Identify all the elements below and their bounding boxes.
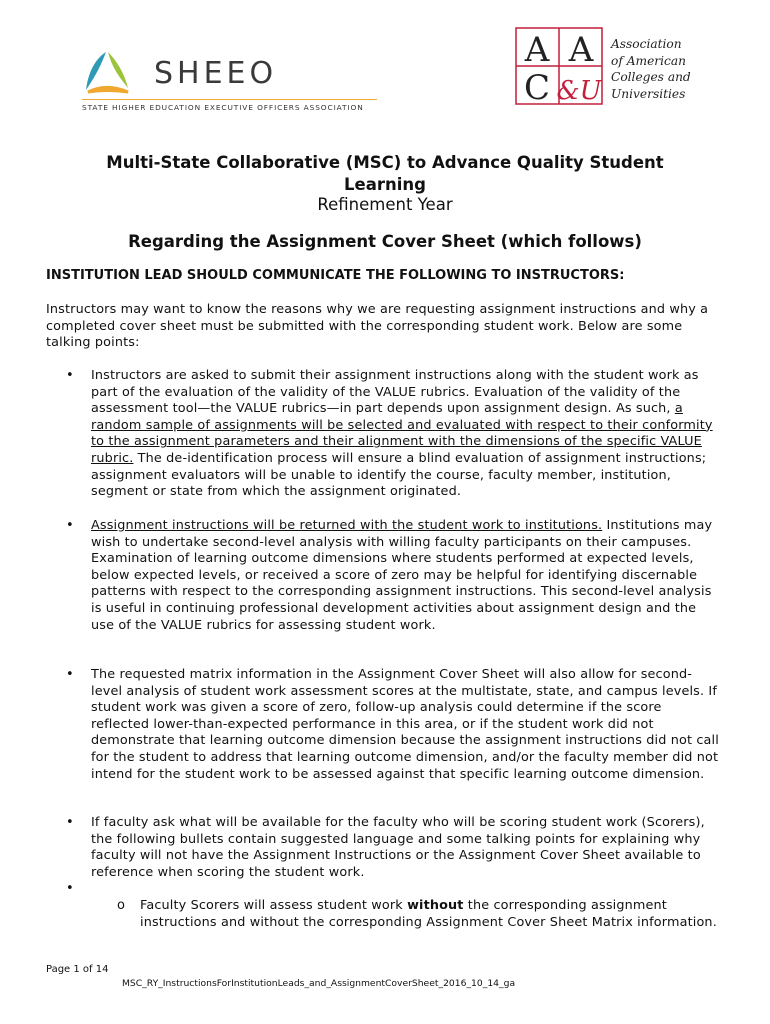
aacu-letter-c: C <box>523 68 551 105</box>
aacu-line: Universities <box>611 86 686 101</box>
section-heading: Regarding the Assignment Cover Sheet (which follows) <box>128 232 642 251</box>
aacu-line: of American <box>611 53 686 68</box>
document-title <box>60 152 710 196</box>
aacu-letter-u: &U <box>556 76 602 105</box>
aacu-letter-a1: A <box>524 30 550 70</box>
bullet-marker: • <box>66 667 74 682</box>
bullet-marker: • <box>66 815 74 830</box>
aacu-logo <box>515 27 715 107</box>
bullet-item-1 <box>91 368 723 501</box>
bullet-item-2 <box>91 518 723 634</box>
bullet-item-4 <box>91 815 723 881</box>
sheeo-wordmark: SHEEO <box>154 56 278 91</box>
bullet-marker-empty: • <box>66 881 74 896</box>
bullet-text: The de-identification process will ensure a blind evaluation of assignment instructions; assignment evaluators will be unable to identify the course, faculty member, institution, segment or state from which the assignment originated. <box>91 450 707 500</box>
instructions-heading: INSTITUTION LEAD SHOULD COMMUNICATE THE FOLLOWING TO INSTRUCTORS: <box>46 268 625 283</box>
title-line-1: Multi-State Collaborative (MSC) to Advance Quality Student <box>106 153 664 172</box>
bullet-text: Instructors are asked to submit their assignment instructions along with the student work as part of the evaluation of the validity of the VALUE rubrics. Evaluation of the validity of the assessment tool—the VALUE rubrics—in part depends upon assignment design. As such, <box>91 368 699 417</box>
footer-filename: MSC_RY_InstructionsForInstitutionLeads_and_AssignmentCoverSheet_2016_10_14_ga <box>122 978 516 989</box>
sheeo-triangle-icon <box>82 50 132 94</box>
sheeo-tagline: STATE HIGHER EDUCATION EXECUTIVE OFFICERS ASSOCIATION <box>82 103 364 112</box>
page-number: Page 1 of 14 <box>46 964 109 975</box>
aacu-line: Association <box>611 37 682 51</box>
sub-bullet-bold: without <box>407 898 464 913</box>
bullet-marker: • <box>66 368 74 383</box>
bullet-text: Institutions may wish to undertake second-level analysis with willing faculty participants on their campuses. Examination of learning outcome dimensions where students performed at expected levels, below expected levels, or received a score of zero may be helpful for identifying discernable patterns with respect to the corresponding assignment instructions. This second-level analysis is useful in continuing professional development activities about assignment design and the use of the VALUE rubrics for assessing student work. <box>91 518 713 633</box>
sheeo-logo <box>82 46 382 116</box>
aacu-name <box>611 36 691 102</box>
bullet-underlined-text: a random sample of assignments will be selected and evaluated with respect to their conformity to the assignment parameters and their alignment with the dimensions of the specific VALUE rubric. <box>91 401 713 466</box>
bullet-marker: • <box>66 518 74 533</box>
bullet-text: The requested matrix information in the Assignment Cover Sheet will also allow for second-level analysis of student work assessment scores at the multistate, state, and campus levels. If student work was given a score of zero, follow-up analysis could determine if the score reflected lower-than-expected performance in this area, or if the student work did not demonstrate that learning outcome dimension because the assignment instructions did not call for the student to address that learning outcome dimension, and/or the faculty member did not intend for the student work to be assessed against that specific learning outcome dimension. <box>91 667 719 782</box>
sub-bullet-item <box>140 898 725 931</box>
document-subtitle: Refinement Year <box>317 195 453 214</box>
bullet-text: If faculty ask what will be available for the faculty who will be scoring student work (Scorers), the following bullets contain suggested language and some talking points for explaining why faculty will not have the Assignment Instructions or the Assignment Cover Sheet available to reference when scoring the student work. <box>91 815 705 880</box>
bullet-item-3 <box>91 667 723 783</box>
bullet-underlined-text: Assignment instructions will be returned with the student work to institutions. <box>91 518 603 533</box>
sub-bullet-text: Faculty Scorers will assess student work <box>140 898 408 913</box>
sub-bullet-marker: o <box>117 898 126 913</box>
aacu-letter-a2: A <box>568 30 594 70</box>
aacu-monogram-icon <box>515 27 603 105</box>
sheeo-rule <box>82 99 377 100</box>
intro-paragraph: Instructors may want to know the reasons why we are requesting assignment instructions and why a completed cover sheet must be submitted with the corresponding student work. Below are some talking points: <box>46 302 709 351</box>
sub-bullet-text: the corresponding assignment instructions and without the corresponding Assignment Cover Sheet Matrix information. <box>140 898 717 930</box>
aacu-line: Colleges and <box>611 70 691 84</box>
title-line-2: Learning <box>344 175 426 194</box>
